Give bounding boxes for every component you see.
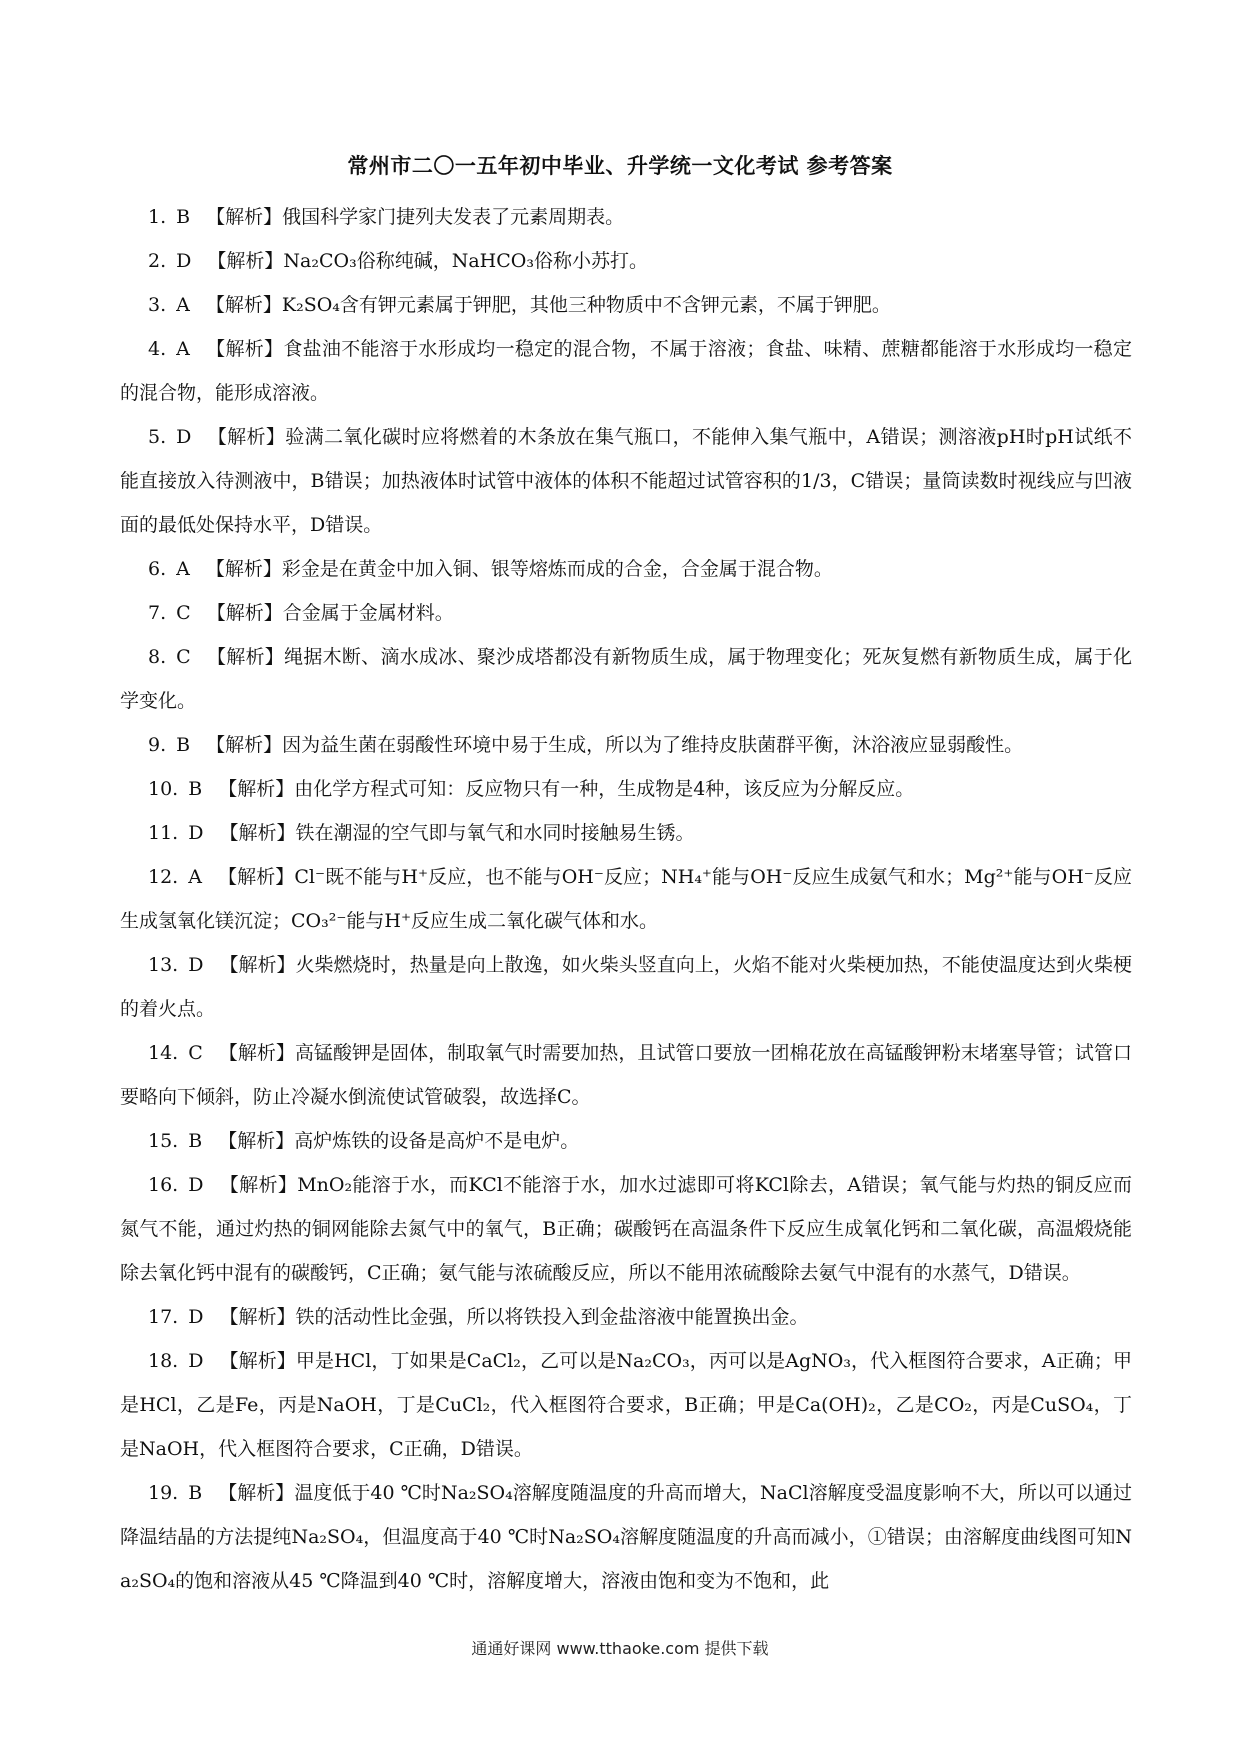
answer-item-19: 19. B 【解析】温度低于40 ℃时Na₂SO₄溶解度随温度的升高而增大，NaCl溶解度受温度影响不大，所以可以通过降温结晶的方法提纯Na₂SO₄，但温度高于40 ℃时Na₂SO₄溶解度随温度的升高而减小，①错误；由溶解度曲线图可知Na₂SO₄的饱和溶液从45 ℃降温到40 ℃时，溶解度增大，溶液由饱和变为不饱和，此 [120, 1482, 1132, 1592]
answer-item-17: 17. D 【解析】铁的活动性比金强，所以将铁投入到金盐溶液中能置换出金。 [148, 1306, 809, 1328]
answer-item-12: 12. A 【解析】Cl⁻既不能与H⁺反应，也不能与OH⁻反应；NH₄⁺能与OH⁻反应生成氨气和水；Mg²⁺能与OH⁻反应生成氢氧化镁沉淀；CO₃²⁻能与H⁺反应生成二氧化碳气体和水。 [120, 866, 1132, 932]
page-title: 常州市二〇一五年初中毕业、升学统一文化考试 参考答案 [347, 154, 893, 178]
answer-item-1: 1. B 【解析】俄国科学家门捷列夫发表了元素周期表。 [148, 206, 625, 228]
answer-item-13: 13. D 【解析】火柴燃烧时，热量是向上散逸，如火柴头竖直向上，火焰不能对火柴梗加热，不能使温度达到火柴梗的着火点。 [120, 954, 1132, 1020]
answer-item-9: 9. B 【解析】因为益生菌在弱酸性环境中易于生成，所以为了维持皮肤菌群平衡，沐浴液应显弱酸性。 [148, 734, 1024, 756]
answer-item-18: 18. D 【解析】甲是HCl，丁如果是CaCl₂，乙可以是Na₂CO₃，丙可以是AgNO₃，代入框图符合要求，A正确；甲是HCl，乙是Fe，丙是NaOH，丁是CuCl₂，代入框图符合要求，B正确；甲是Ca(OH)₂，乙是CO₂，丙是CuSO₄，丁是NaOH，代入框图符合要求，C正确，D错误。 [120, 1350, 1132, 1460]
answer-item-2: 2. D 【解析】Na₂CO₃俗称纯碱，NaHCO₃俗称小苏打。 [148, 250, 648, 272]
page-footer: 通通好课网 www.tthaoke.com 提供下载 [471, 1639, 769, 1658]
answer-item-3: 3. A 【解析】K₂SO₄含有钾元素属于钾肥，其他三种物质中不含钾元素，不属于钾肥。 [148, 294, 891, 316]
answer-list [120, 195, 1132, 1603]
answer-item-16: 16. D 【解析】MnO₂能溶于水，而KCl不能溶于水，加水过滤即可将KCl除去，A错误；氧气能与灼热的铜反应而氮气不能，通过灼热的铜网能除去氮气中的氧气，B正确；碳酸钙在高温条件下反应生成氧化钙和二氧化碳，高温煅烧能除去氧化钙中混有的碳酸钙，C正确；氨气能与浓硫酸反应，所以不能用浓硫酸除去氨气中混有的水蒸气，D错误。 [120, 1174, 1132, 1284]
answer-item-6: 6. A 【解析】彩金是在黄金中加入铜、银等熔炼而成的合金，合金属于混合物。 [148, 558, 833, 580]
answer-item-10: 10. B 【解析】由化学方程式可知：反应物只有一种，生成物是4种，该反应为分解反应。 [148, 778, 915, 800]
answer-item-11: 11. D 【解析】铁在潮湿的空气即与氧气和水同时接触易生锈。 [148, 822, 695, 844]
answer-item-14: 14. C 【解析】高锰酸钾是固体，制取氧气时需要加热，且试管口要放一团棉花放在高锰酸钾粉末堵塞导管；试管口要略向下倾斜，防止冷凝水倒流使试管破裂，故选择C。 [120, 1042, 1132, 1108]
answer-item-7: 7. C 【解析】合金属于金属材料。 [148, 602, 454, 624]
answer-item-5: 5. D 【解析】验满二氧化碳时应将燃着的木条放在集气瓶口，不能伸入集气瓶中，A错误；测溶液pH时pH试纸不能直接放入待测液中，B错误；加热液体时试管中液体的体积不能超过试管容积的1/3，C错误；量筒读数时视线应与凹液面的最低处保持水平，D错误。 [120, 426, 1132, 536]
answer-item-8: 8. C 【解析】绳据木断、滴水成冰、聚沙成塔都没有新物质生成，属于物理变化；死灰复燃有新物质生成，属于化学变化。 [120, 646, 1132, 712]
answer-item-15: 15. B 【解析】高炉炼铁的设备是高炉不是电炉。 [148, 1130, 580, 1152]
answer-item-4: 4. A 【解析】食盐油不能溶于水形成均一稳定的混合物，不属于溶液；食盐、味精、蔗糖都能溶于水形成均一稳定的混合物，能形成溶液。 [120, 338, 1132, 404]
